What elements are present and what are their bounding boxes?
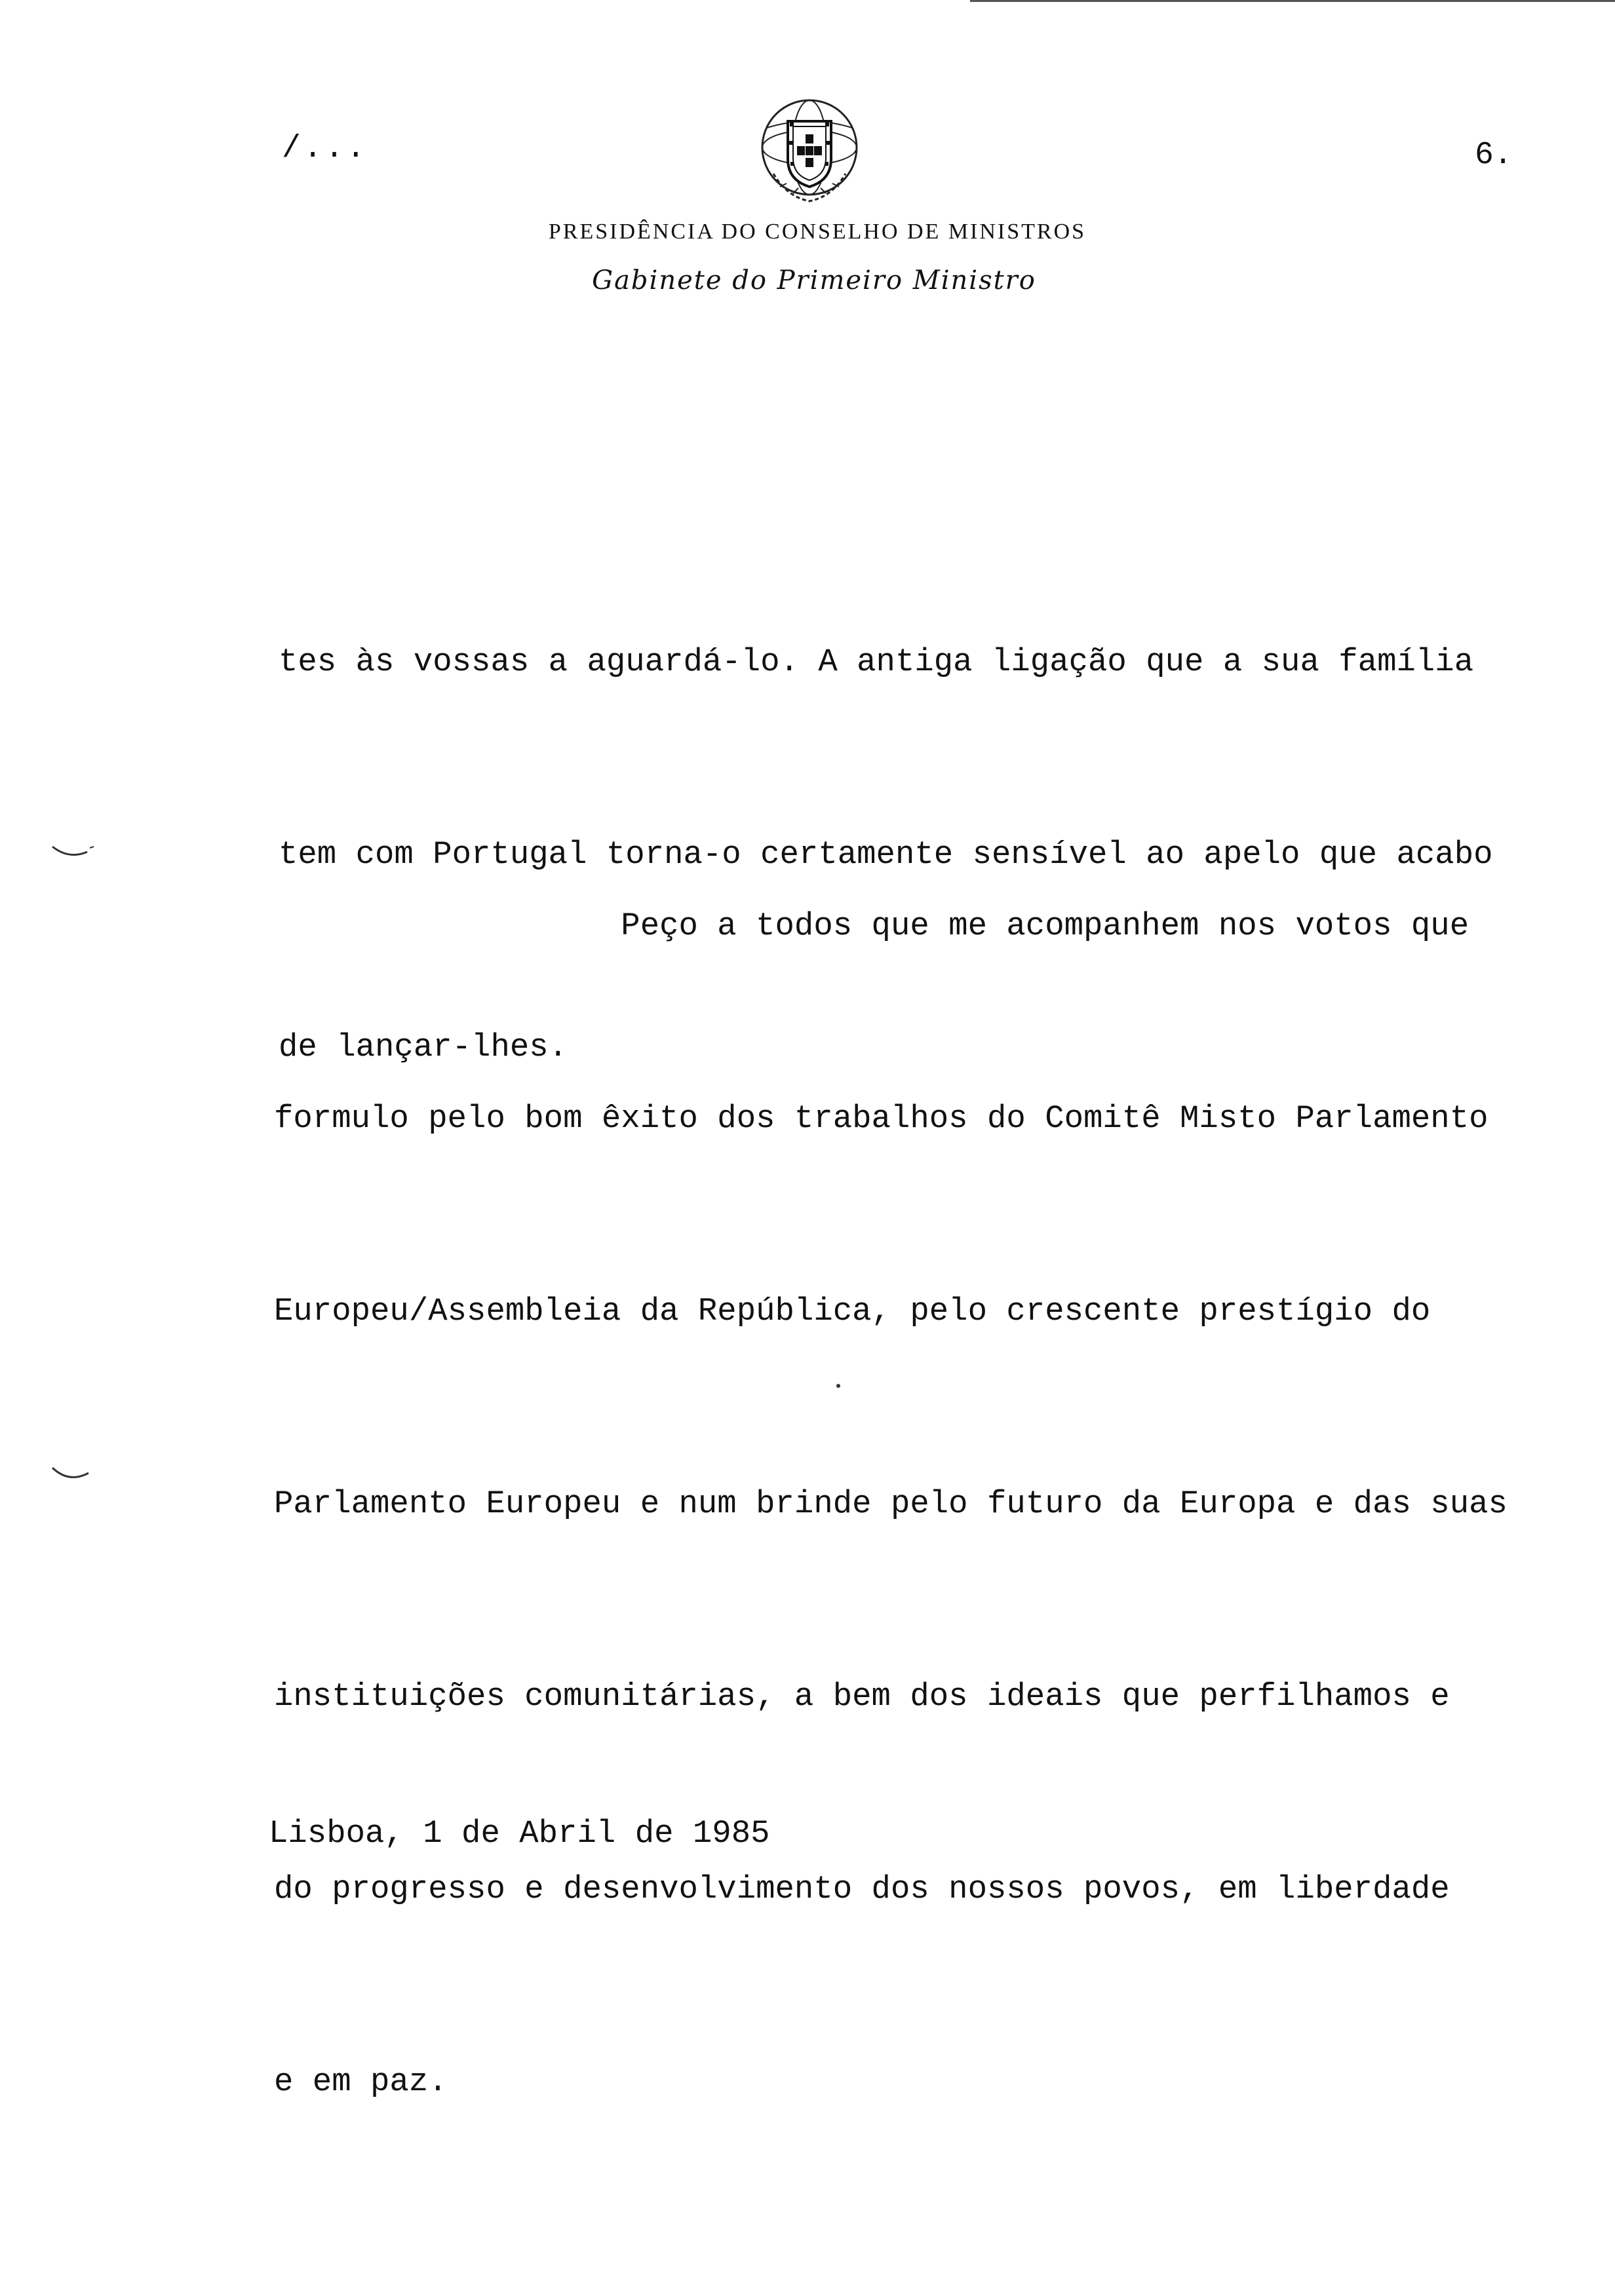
continuation-mark: /... (282, 131, 368, 166)
text-line: instituições comunitárias, a bem dos ideais que perfilhamos e (274, 1678, 1450, 1715)
paragraph-2 (274, 765, 1508, 2242)
text-line: tes às vossas a aguardá-lo. A antiga ligação que a sua família (279, 643, 1474, 680)
page-number: 6. (1475, 138, 1513, 173)
cabinet-name-subheading: Gabinete do Primeiro Ministro (592, 265, 1036, 296)
text-line: e em paz. (274, 2063, 448, 2100)
stray-mark (836, 1384, 840, 1388)
text-line: Peço a todos que me acompanhem nos votos que (274, 908, 1469, 944)
pencil-tick-icon (49, 1461, 102, 1487)
text-line: tem com Portugal torna-o certamente sensível ao apelo que acabo (279, 836, 1493, 873)
top-edge-rule (970, 0, 1615, 2)
text-line: do progresso e desenvolvimento dos nossos povos, em liberdade (274, 1871, 1450, 1907)
text-line: Europeu/Assembleia da República, pelo crescente prestígio do (274, 1293, 1431, 1330)
pencil-tick-icon (49, 839, 102, 865)
office-name-heading: PRESIDÊNCIA DO CONSELHO DE MINISTROS (548, 220, 1087, 244)
text-line: formulo pelo bom êxito dos trabalhos do Comitê Misto Parlamento (274, 1100, 1489, 1137)
text-line: Parlamento Europeu e num brinde pelo futuro da Europa e das suas (274, 1485, 1508, 1522)
text-line: de lançar-lhes. (279, 1029, 568, 1065)
coat-of-arms-icon (747, 88, 872, 213)
place-date-line: Lisboa, 1 de Abril de 1985 (269, 1815, 770, 1852)
